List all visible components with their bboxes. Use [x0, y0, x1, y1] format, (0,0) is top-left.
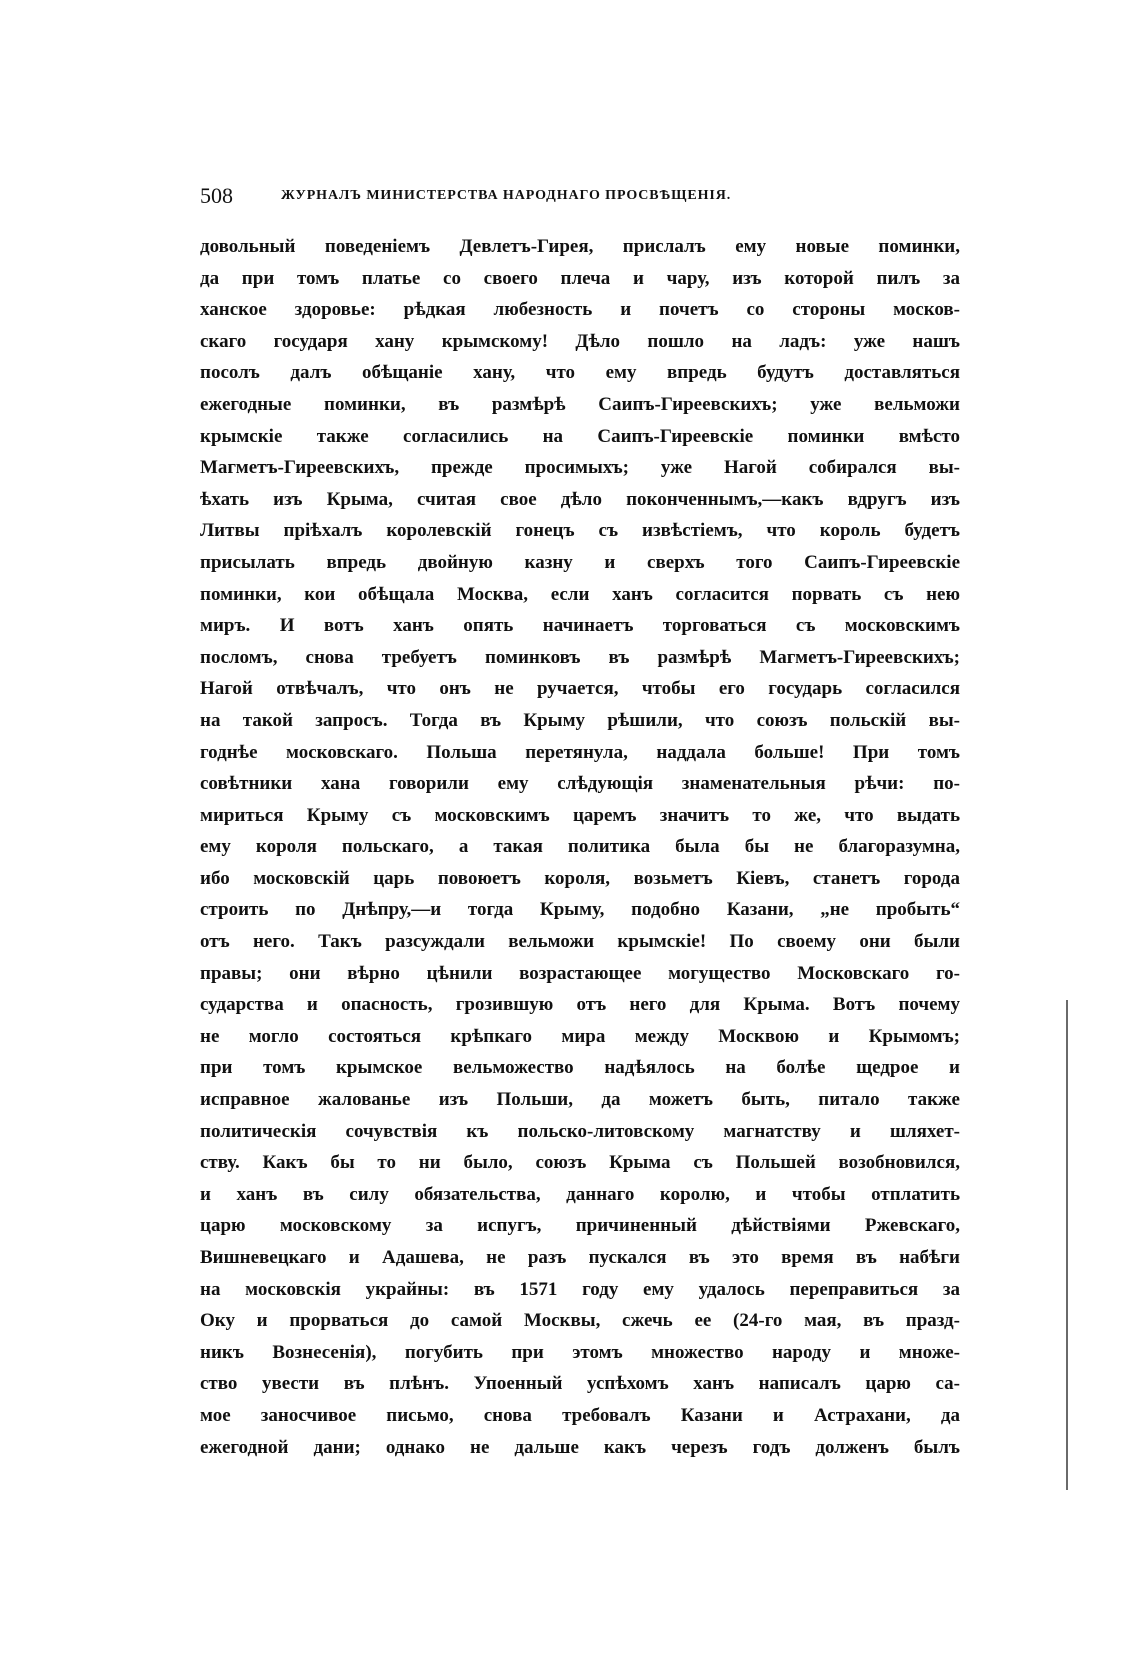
text-line: политическія сочувствія къ польско-литовскому магнатству и шляхет-: [200, 1120, 960, 1142]
text-line: да при томъ платье со своего плеча и чару, изъ которой пилъ за: [200, 267, 960, 289]
text-line: довольный поведеніемъ Девлетъ-Гирея, прислалъ ему новые поминки,: [200, 236, 960, 257]
text-line: ежегодной дани; однако не дальше какъ черезъ годъ долженъ былъ: [200, 1436, 960, 1458]
text-line: ѣхать изъ Крыма, считая свое дѣло поконченнымъ,—какъ вдругъ изъ: [200, 488, 960, 510]
text-line: ему короля польскаго, а такая политика была бы не благоразумна,: [200, 836, 960, 858]
text-line: посолъ далъ обѣщаніе хану, что ему впредь будутъ доставляться: [200, 362, 960, 384]
text-line: мое заносчивое письмо, снова требовалъ Казани и Астрахани, да: [200, 1404, 960, 1426]
text-line: мириться Крыму съ московскимъ царемъ значитъ то же, что выдать: [200, 804, 960, 826]
page-header: [200, 183, 960, 213]
text-line: не могло состояться крѣпкаго мира между Москвою и Крымомъ;: [200, 1025, 960, 1047]
text-line: никъ Вознесенія), погубить при этомъ множество народу и множе-: [200, 1341, 960, 1363]
text-line: посломъ, снова требуетъ поминковъ въ размѣрѣ Магметъ-Гиреевскихъ;: [200, 646, 960, 668]
text-line: совѣтники хана говорили ему слѣдующія знаменательныя рѣчи: по-: [200, 773, 960, 795]
text-line: ство увести въ плѣнъ. Упоенный успѣхомъ ханъ написалъ царю са-: [200, 1373, 960, 1395]
text-line: на такой запросъ. Тогда въ Крыму рѣшили, что союзъ польскій вы-: [200, 709, 960, 731]
text-line: отъ него. Такъ разсуждали вельможи крымскіе! По своему они были: [200, 931, 960, 953]
text-line: крымскіе также согласились на Саипъ-Гиреевскіе поминки вмѣсто: [200, 425, 960, 447]
text-line: Нагой отвѣчалъ, что онъ не ручается, чтобы его государь согласился: [200, 678, 960, 700]
text-line: поминки, кои обѣщала Москва, если ханъ согласится порвать съ нею: [200, 583, 960, 605]
text-line: присылать впредь двойную казну и сверхъ того Саипъ-Гиреевскіе: [200, 551, 960, 573]
text-line: при томъ крымское вельможество надѣялось на болѣе щедрое и: [200, 1057, 960, 1079]
text-line: ханское здоровье: рѣдкая любезность и почетъ со стороны москов-: [200, 299, 960, 321]
text-line: и ханъ въ силу обязательства, даннаго королю, и чтобы отплатить: [200, 1183, 960, 1205]
running-title: ЖУРНАЛЪ МИНИСТЕРСТВА НАРОДНАГО ПРОСВѢЩЕНІЯ.: [281, 188, 732, 203]
text-line: Оку и прорваться до самой Москвы, сжечь ее (24-го мая, въ празд-: [200, 1310, 960, 1332]
text-line: скаго государя хану крымскому! Дѣло пошло на ладъ: уже нашъ: [200, 330, 960, 352]
text-line: правы; они вѣрно цѣнили возрастающее могущество Московскаго го-: [200, 962, 960, 984]
text-line: на московскія украйны: въ 1571 году ему удалось переправиться за: [200, 1278, 960, 1300]
text-line: ству. Какъ бы то ни было, союзъ Крыма съ Польшей возобновился,: [200, 1152, 960, 1174]
text-line: царю московскому за испугъ, причиненный дѣйствіями Ржевскаго,: [200, 1215, 960, 1237]
text-line: сударства и опасность, грозившую отъ него для Крыма. Вотъ почему: [200, 994, 960, 1016]
text-line: миръ. И вотъ ханъ опять начинаетъ торговаться съ московскимъ: [200, 615, 960, 637]
text-line: Вишневецкаго и Адашева, не разъ пускался въ это время въ набѣги: [200, 1247, 960, 1268]
text-line: строить по Днѣпру,—и тогда Крыму, подобно Казани, „не пробыть“: [200, 899, 960, 921]
page-number: 508: [200, 183, 233, 208]
text-line: годнѣе московскаго. Польша перетянула, наддала больше! При томъ: [200, 741, 960, 763]
body-text: [200, 231, 960, 1463]
text-line: Литвы пріѣхалъ королевскій гонецъ съ извѣстіемъ, что король будетъ: [200, 520, 960, 542]
text-line: ибо московскій царь повоюетъ короля, возьметъ Кіевъ, станетъ города: [200, 867, 960, 889]
text-line: исправное жалованье изъ Польши, да можетъ быть, питало также: [200, 1089, 960, 1111]
text-line: Магметъ-Гиреевскихъ, прежде просимыхъ; уже Нагой собирался вы-: [200, 457, 960, 479]
scan-edge-divider: [1066, 1000, 1068, 1490]
text-line: ежегодные поминки, въ размѣрѣ Саипъ-Гиреевскихъ; уже вельможи: [200, 393, 960, 415]
